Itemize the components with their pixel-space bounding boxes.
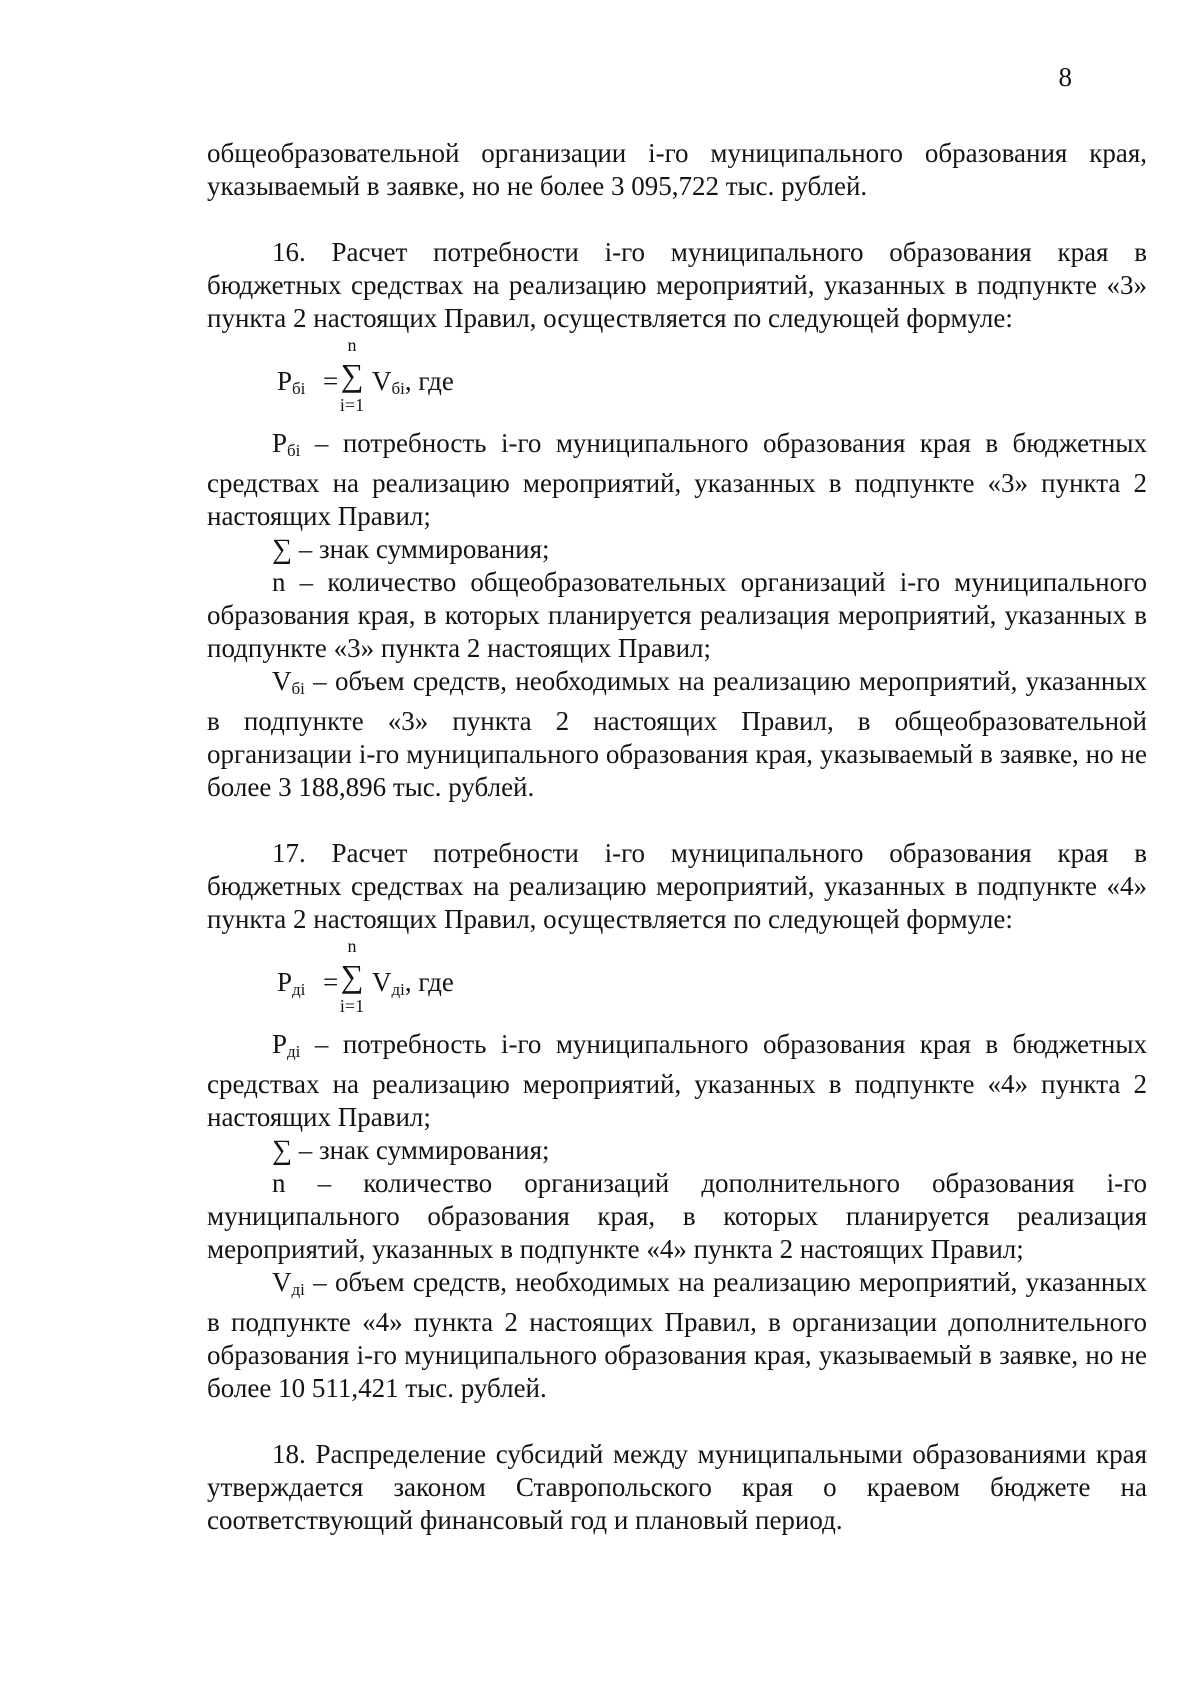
def-symbol-sub: дi bbox=[291, 1280, 305, 1299]
page-number: 8 bbox=[1058, 62, 1072, 92]
formula-16-lhs-sub: бi bbox=[292, 379, 306, 398]
def-text: – потребность i-го муниципального образования края в бюджетных средствах на реализацию мероприятий, указанных в подпункте «4» пункта 2 настоящих Правил; bbox=[207, 1029, 1147, 1132]
document-body bbox=[207, 137, 1147, 1537]
formula-17-lhs-sub: дi bbox=[292, 980, 306, 999]
section-17-def-v bbox=[207, 1266, 1147, 1405]
def-symbol: V bbox=[272, 1267, 292, 1297]
formula-16-sum-sign: ∑ bbox=[340, 357, 364, 393]
formula-17-rhs: V bbox=[372, 967, 392, 997]
formula-17-sum-bottom: i=1 bbox=[339, 996, 365, 1016]
def-text: – объем средств, необходимых на реализацию мероприятий, указанных в подпункте «3» пункта 2 настоящих Правил, в общеобразовательной организации i-го муниципального образования края, указываемый в заявке, но не более 3 188,896 тыс. рублей. bbox=[207, 666, 1147, 802]
section-16-def-sigma bbox=[207, 533, 1147, 566]
formula-17-rhs-sub: дi bbox=[391, 980, 405, 999]
section-17-text: 17. Расчет потребности i-го муниципального образования края в бюджетных средствах на реализацию мероприятий, указанных в подпункте «4» пункта 2 настоящих Правил, осуществляется по следующей формуле: bbox=[207, 838, 1147, 934]
formula-17-equals: = bbox=[323, 967, 339, 997]
def-symbol-sub: дi bbox=[287, 1042, 301, 1061]
formula-16-sum bbox=[337, 335, 367, 415]
section-17-def-p bbox=[207, 1028, 1147, 1134]
formula-16-sum-top: n bbox=[347, 335, 357, 355]
formula-16-equals: = bbox=[323, 366, 339, 396]
section-17-def-sigma bbox=[207, 1134, 1147, 1167]
formula-17-sum bbox=[337, 936, 367, 1016]
def-text: – потребность i-го муниципального образования края в бюджетных средствах на реализацию мероприятий, указанных в подпункте «3» пункта 2 настоящих Правил; bbox=[207, 428, 1147, 531]
section-16-def-v bbox=[207, 665, 1147, 804]
def-symbol: V bbox=[272, 666, 292, 696]
formula-16-rhs: V bbox=[372, 366, 392, 396]
formula-16 bbox=[277, 335, 1147, 427]
section-17-def-n: n – количество организаций дополнительного образования i-го муниципального образования края, в которых планируется реализация мероприятий, указанных в подпункте «4» пункта 2 настоящих Правил; bbox=[207, 1168, 1147, 1264]
formula-16-tail: , где bbox=[404, 366, 454, 396]
def-text: – объем средств, необходимых на реализацию мероприятий, указанных в подпункте «4» пункта 2 настоящих Правил, в организации дополнительного образования i-го муниципального образования края, указываемый в заявке, но не более 10 511,421 тыс. рублей. bbox=[207, 1267, 1147, 1403]
def-symbol: ∑ bbox=[272, 1135, 292, 1166]
section-16-text: 16. Расчет потребности i-го муниципального образования края в бюджетных средствах на реализацию мероприятий, указанных в подпункте «3» пункта 2 настоящих Правил, осуществляется по следующей формуле: bbox=[207, 237, 1147, 333]
formula-16-rhs-sub: бi bbox=[391, 379, 405, 398]
formula-16-lhs: P bbox=[277, 366, 293, 396]
def-symbol: ∑ bbox=[272, 534, 292, 565]
section-18-text: 18. Распределение субсидий между муниципальными образованиями края утверждается законом Ставропольского края о краевом бюджете на соответствующий финансовый год и плановый период. bbox=[207, 1439, 1147, 1535]
formula-17 bbox=[277, 936, 1147, 1028]
def-text: – знак суммирования; bbox=[291, 1135, 550, 1165]
def-symbol: P bbox=[272, 428, 288, 458]
section-16-def-p bbox=[207, 427, 1147, 533]
formula-16-sum-bottom: i=1 bbox=[339, 395, 365, 415]
def-symbol: P bbox=[272, 1029, 288, 1059]
def-symbol-sub: бi bbox=[291, 679, 305, 698]
formula-17-sum-sign: ∑ bbox=[340, 958, 364, 994]
section-16-def-n: n – количество общеобразовательных организаций i-го муниципального образования края, в которых планируется реализация мероприятий, указанных в подпункте «3» пункта 2 настоящих Правил; bbox=[207, 567, 1147, 663]
formula-17-sum-top: n bbox=[347, 936, 357, 956]
def-text: – знак суммирования; bbox=[291, 534, 550, 564]
formula-17-lhs: P bbox=[277, 967, 293, 997]
def-symbol-sub: бi bbox=[287, 441, 301, 460]
formula-17-tail: , где bbox=[404, 967, 454, 997]
paragraph-intro: общеобразовательной организации i-го муниципального образования края, указываемый в заявке, но не более 3 095,722 тыс. рублей. bbox=[207, 138, 1147, 201]
